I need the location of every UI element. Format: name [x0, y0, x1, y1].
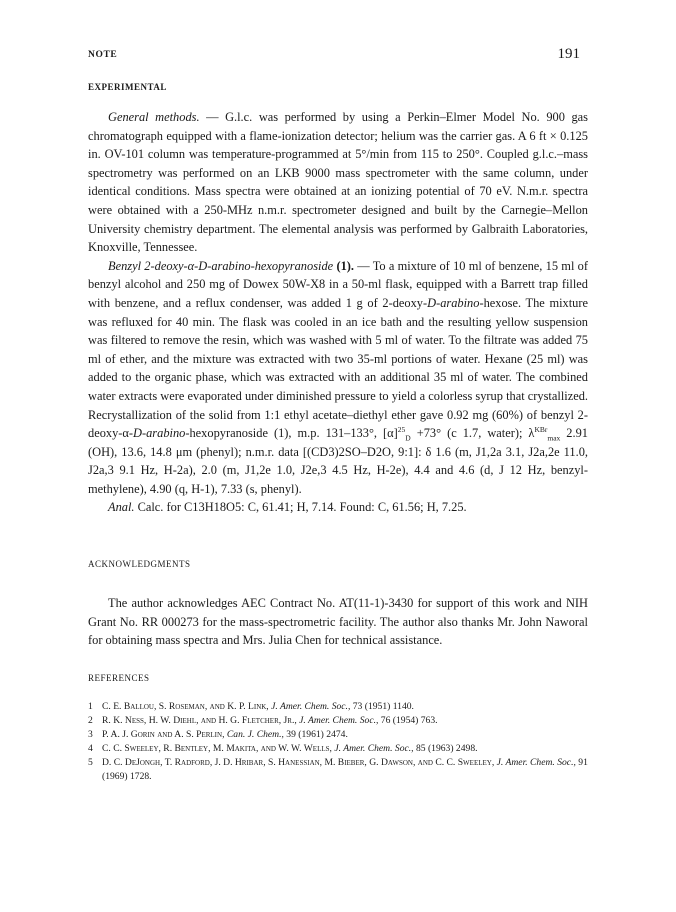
acknowledgments-section [88, 594, 588, 650]
compound-paragraph [88, 257, 588, 499]
compound-text-2: D-arabino [427, 295, 480, 310]
reference-journal: Can. J. Chem., [226, 729, 284, 740]
reference-authors: R. K. Ness, H. W. Diehl, and H. G. Fletcher, Jr., [102, 715, 297, 726]
running-head [88, 46, 580, 66]
reference-authors: C. C. Sweeley, R. Bentley, M. Makita, and W. W. Wells, [102, 743, 332, 754]
page-number: 191 [557, 46, 580, 62]
reference-authors: C. E. Ballou, S. Roseman, and K. P. Link, [102, 701, 269, 712]
reference-number: 4 [88, 743, 93, 754]
reference-item [88, 714, 588, 728]
compound-title: Benzyl 2-deoxy-α-D-arabino-hexopyranoside [108, 258, 334, 273]
reference-details: 91 (1969) 1728. [102, 757, 588, 782]
reference-item [88, 742, 588, 756]
reference-number: 3 [88, 729, 93, 740]
reference-details: 73 (1951) 1140. [350, 701, 414, 712]
general-methods-title: General methods. [108, 110, 200, 124]
reference-journal: J. Amer. Chem. Soc., [271, 701, 351, 712]
running-head-label: NOTE [88, 50, 118, 60]
analysis-title: Anal. [108, 500, 135, 515]
lambda-superscript: KBr [534, 424, 548, 434]
general-methods-text: — G.l.c. was performed by using a Perkin–Elmer Model No. 900 gas chromatograph equipped with a flame-ionization detector; helium was the carrier gas. A 6 ft × 0.125 in. OV-101 column was temperature-programmed at 5°/min from 115 to 250°. Coupled g.l.c.–mass spectrometry was performed on an LKB 9000 mass spectrometer with the same column, under identical conditions. Mass spectra were obtained at an ionizing potential of 70 eV. N.m.r. spectra were obtained with a 250-MHz n.m.r. spectrometer designed and built by the Carnegie–Mellon University chemistry department. The elemental analysis was performed by Galbraith Laboratories, Knoxville, Tennessee. [88, 110, 588, 255]
reference-number: 1 [88, 701, 93, 712]
compound-text-4: D-arabino [133, 426, 186, 441]
reference-authors: D. C. DeJongh, T. Radford, J. D. Hribar, S. Hanessian, M. Bieber, G. Dawson, and C. C. Sweeley, [102, 757, 495, 768]
reference-details: 85 (1963) 2498. [413, 743, 478, 754]
compound-text-6: +73° (c 1.7, water); λ [410, 426, 535, 441]
reference-authors: P. A. J. Gorin and A. S. Perlin, [102, 729, 225, 740]
reference-number: 2 [88, 715, 93, 726]
reference-details: 76 (1954) 763. [378, 715, 438, 726]
alpha-subscript: D [405, 433, 411, 443]
compound-text-7: 2.91 (OH), 13.6, 14.8 μm (phenyl); n.m.r. data [(CD3)2SO–D2O, 9:1]: δ 1.6 (m, J1,2a 3.1, J2a,2e 11.0, J2a,3 9.1 Hz, H-2a), 2.0 (m, J1,2e 1.0, J2e,3 4.5 Hz, H-2e), 4.4 and 4.6 (d, J 12 Hz, benzyl-methylene), 4.90 (q, H-1), 7.33 (s, phenyl). [88, 426, 588, 496]
reference-item [88, 756, 588, 784]
acknowledgments-heading: ACKNOWLEDGMENTS [88, 559, 191, 569]
compound-text-1: — To a mixture of 10 ml of benzene, 15 ml of benzyl alcohol and 250 mg of Dowex 50W-X8 in a 50-ml flask, equipped with a Barrett trap filled with benzene, and a reflux condenser, was added 1 g of 2-deoxy- [88, 258, 588, 310]
reference-item [88, 728, 588, 742]
alpha-superscript: 25 [397, 424, 406, 434]
compound-text-5: -hexopyranoside (1), m.p. 131–133°, [α] [185, 426, 398, 441]
reference-journal: J. Amer. Chem. Soc., [334, 743, 414, 754]
analysis-paragraph [88, 498, 588, 517]
reference-journal: J. Amer. Chem. Soc., [299, 715, 379, 726]
reference-number: 5 [88, 757, 93, 768]
reference-journal: J. Amer. Chem. Soc., [496, 757, 576, 768]
reference-details: 39 (1961) 2474. [283, 729, 348, 740]
experimental-section [88, 108, 588, 517]
general-methods-paragraph [88, 108, 588, 257]
lambda-subscript: max [547, 433, 561, 443]
references-heading: REFERENCES [88, 673, 150, 683]
reference-item [88, 700, 588, 714]
compound-number: (1). [336, 258, 354, 273]
compound-text-3: -hexose. The mixture was refluxed for 40 min. The flask was cooled in an ice bath and the resulting yellow suspension was filtered to remove the resin, which was washed with 5 ml of water. To the filtrate was added 75 ml of ether, and the mixture was extracted with two 35-ml portions of water. Hexane (25 ml) was added to the organic phase, which was extracted with an additional 35 ml of water. The combined water extracts were evaporated under diminished pressure to yield a colorless syrup that crystallized. Recrystallization of the solid from 1:1 ethyl acetate–diethyl ether gave 0.92 mg (60%) of benzyl 2-deoxy-α- [88, 295, 588, 441]
references-list [88, 700, 588, 784]
experimental-heading: EXPERIMENTAL [88, 82, 167, 92]
acknowledgments-paragraph: The author acknowledges AEC Contract No. AT(11-1)-3430 for support of this work and NIH Grant No. RR 000273 for the mass-spectrometric facility. The author also thanks Mr. John Naworal for obtaining mass spectra and Mrs. Julia Chen for technical assistance. [88, 596, 588, 648]
analysis-text: Calc. for C13H18O5: C, 61.41; H, 7.14. Found: C, 61.56; H, 7.25. [134, 500, 467, 515]
